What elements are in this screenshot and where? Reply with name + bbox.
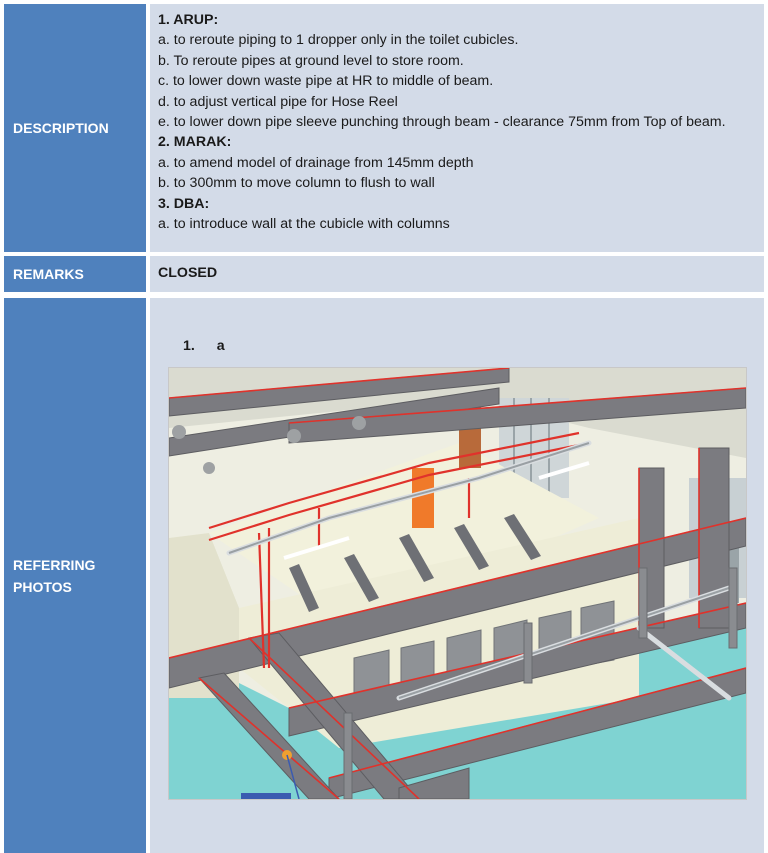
description-line: b. to 300mm to move column to flush to wall <box>158 175 435 192</box>
description-row <box>4 4 764 252</box>
model-render-svg <box>169 368 746 799</box>
photo-caption <box>183 336 225 356</box>
photo-item-number: 1. <box>183 338 195 354</box>
photos-label <box>4 298 146 853</box>
description-line: a. to reroute piping to 1 dropper only in the toilet cubicles. <box>158 32 519 49</box>
description-line: a. to introduce wall at the cubicle with columns <box>158 216 450 233</box>
remarks-value: CLOSED <box>158 265 218 281</box>
remarks-row <box>4 256 764 292</box>
description-heading: 2. MARAK: <box>158 134 232 151</box>
description-line: c. to lower down waste pipe at HR to middle of beam. <box>158 73 494 90</box>
remarks-label: REMARKS <box>4 256 146 292</box>
remarks-content <box>150 256 764 292</box>
description-heading: 3. DBA: <box>158 195 210 212</box>
description-line: b. To reroute pipes at ground level to store room. <box>158 52 464 69</box>
description-line: e. to lower down pipe sleeve punching through beam - clearance 75mm from Top of beam. <box>158 114 726 131</box>
model-render-photo <box>168 367 747 800</box>
description-label: DESCRIPTION <box>4 4 146 252</box>
photo-item-letter: a <box>216 338 225 354</box>
description-content <box>150 4 764 252</box>
photos-label-text: REFERRING PHOTOS <box>13 556 96 595</box>
description-line: a. to amend model of drainage from 145mm depth <box>158 154 474 171</box>
description-line: d. to adjust vertical pipe for Hose Reel <box>158 93 398 110</box>
description-heading: 1. ARUP: <box>158 12 219 28</box>
